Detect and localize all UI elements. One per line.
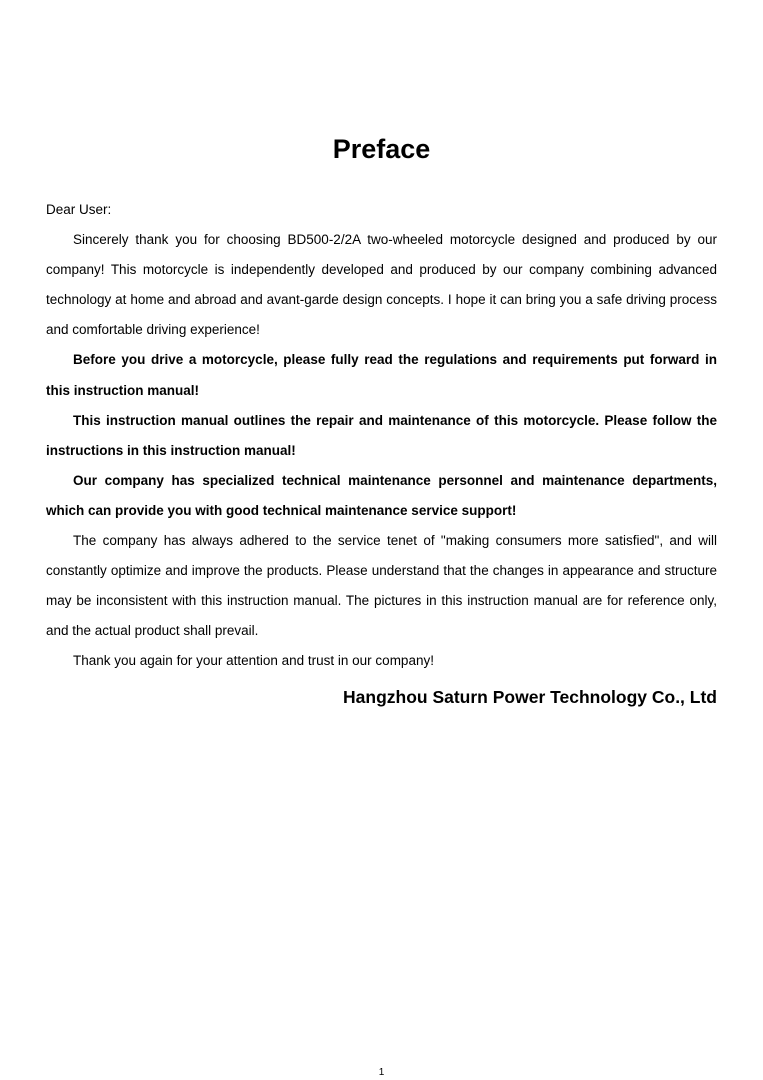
paragraph-read-manual: Before you drive a motorcycle, please fully read the regulations and requirements put forward in this instruction manual!: [46, 352, 717, 398]
page-number: 1: [378, 1067, 385, 1078]
page-title: Preface: [332, 134, 431, 164]
salutation: Dear User:: [46, 202, 112, 217]
paragraph-repair-maintenance: This instruction manual outlines the repair and maintenance of this motorcycle. Please follow the instructions in this instruction manual!: [46, 412, 717, 458]
paragraph-service-support: Our company has specialized technical maintenance personnel and maintenance departments, which can provide you with good technical maintenance service support!: [46, 472, 717, 518]
preface-body: [46, 195, 717, 677]
paragraph-service-tenet: The company has always adhered to the service tenet of "making consumers more satisfied", and will constantly optimize and improve the products. Please understand that the changes in appearance and structure may be inconsistent with this instruction manual. The pictures in this instruction manual are for reference only, and the actual product shall prevail.: [46, 533, 717, 639]
paragraph-closing-thanks: Thank you again for your attention and trust in our company!: [73, 653, 434, 669]
paragraph-thanks: Sincerely thank you for choosing BD500-2/2A two-wheeled motorcycle designed and produced by our company! This motorcycle is independently developed and produced by our company combining advanced technology at home and abroad and avant-garde design concepts. I hope it can bring you a safe driving process and comfortable driving experience!: [46, 232, 717, 338]
company-signature: Hangzhou Saturn Power Technology Co., Ltd: [343, 687, 717, 707]
